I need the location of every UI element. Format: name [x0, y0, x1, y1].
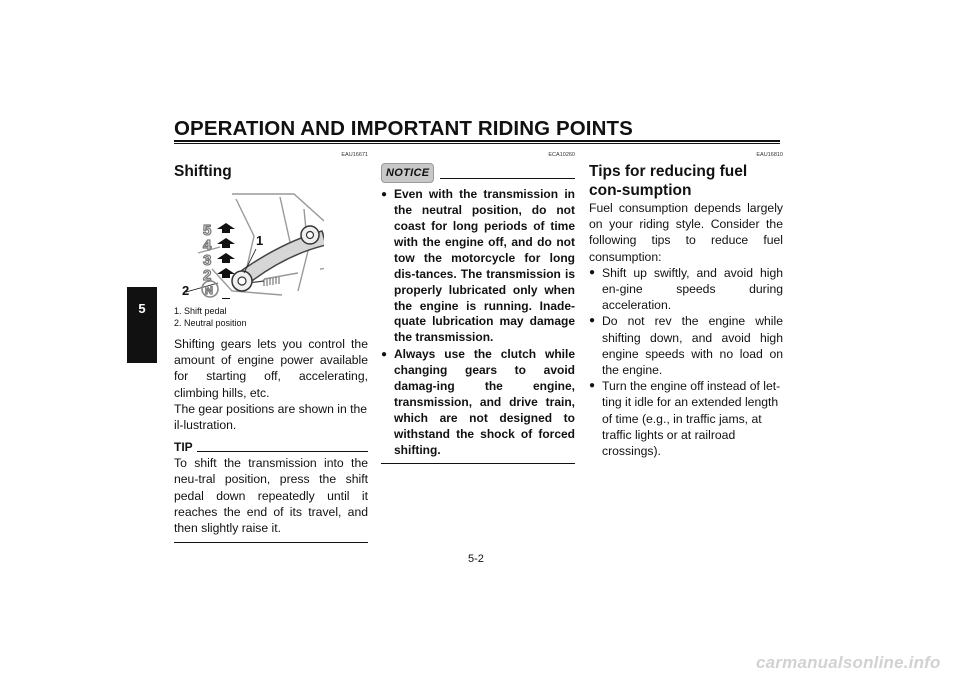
notice-rule — [440, 178, 575, 179]
shift-pedal-illustration — [174, 191, 324, 299]
callout-1: 1 — [256, 233, 264, 248]
fuel-intro: Fuel consumption depends largely on your riding style. Consider the following tips to reduce fuel consumption: — [589, 201, 783, 264]
bullet-icon: ● — [589, 315, 596, 327]
column-fuel-tips — [589, 150, 783, 459]
tip-header — [174, 440, 368, 454]
callout-2: 2 — [182, 283, 190, 298]
list-item: ● Shift up swiftly, and avoid high en-gine speeds during acceleration. — [589, 265, 783, 313]
gear-label-5: 5 — [203, 222, 212, 239]
tip-text: To shift the transmission into the neu-tral position, press the shift pedal down repeatedly until it reaches the end of its travel, and then slightly raise it. — [174, 456, 368, 536]
section-code: ECA10260 — [548, 152, 575, 158]
tip-end-rule — [174, 542, 368, 543]
bullet-icon: ● — [381, 349, 388, 361]
notice-badge: NOTICE — [381, 163, 434, 183]
bullet-icon: ● — [589, 266, 596, 278]
header-rule — [174, 140, 780, 144]
list-item: ● Turn the engine off instead of let-ting it idle for an extended length of time (e.g., in traffic jams, at traffic lights or at railroad crossings). — [589, 379, 781, 459]
shifting-paragraph: Shifting gears lets you control the amount of engine power available for starting off, accelerating, climbing hills, etc. — [174, 337, 368, 400]
page-number: 5-2 — [468, 553, 484, 565]
list-item: ● Always use the clutch while changing gears to avoid damag-ing the engine, transmission, and drive train, which are not designed to withstand the shock of forced shifting. — [381, 347, 575, 457]
gear-label-4: 4 — [203, 237, 212, 254]
page-header-title: OPERATION AND IMPORTANT RIDING POINTS — [174, 117, 633, 140]
figure-captions — [174, 305, 368, 329]
section-code: EAU16810 — [756, 152, 783, 158]
column-notice — [381, 150, 575, 464]
notice-list — [381, 187, 575, 458]
fuel-tips-list — [589, 265, 783, 459]
column-shifting — [174, 150, 368, 543]
footer-watermark[interactable]: carmanualsonline.info — [756, 653, 941, 672]
tip-rule — [197, 451, 368, 452]
bullet-icon: ● — [381, 189, 388, 201]
list-item: ● Do not rev the engine while shifting down, and avoid high engine speeds with no load on the engine. — [589, 314, 783, 378]
caption-neutral-position: 2. Neutral position — [174, 318, 247, 328]
section-title-shifting: Shifting — [174, 163, 232, 180]
list-item: ● Even with the transmission in the neutral position, do not coast for long periods of time with the engine off, and do not tow the motorcycle for long dis-tances. The transmission is properly lubricated only when the engine is running. Inade-quate lubrication may damage the transmission. — [381, 187, 575, 345]
notice-end-rule — [381, 463, 575, 464]
gear-label-1 — [203, 298, 211, 299]
bullet-icon: ● — [589, 380, 596, 392]
section-code: EAU16671 — [341, 152, 368, 158]
section-title-fuel: Tips for reducing fuel con-sumption — [589, 163, 748, 199]
gear-label-3: 3 — [203, 252, 212, 269]
caption-shift-pedal: 1. Shift pedal — [174, 306, 227, 316]
tip-label: TIP — [174, 440, 193, 455]
shifting-paragraph: The gear positions are shown in the il-lustration. — [174, 401, 368, 433]
gear-label-neutral: N — [205, 285, 213, 297]
chapter-tab — [127, 287, 157, 363]
notice-header — [381, 163, 575, 183]
gear-label-2: 2 — [203, 267, 212, 284]
chapter-tab-number: 5 — [138, 301, 146, 316]
